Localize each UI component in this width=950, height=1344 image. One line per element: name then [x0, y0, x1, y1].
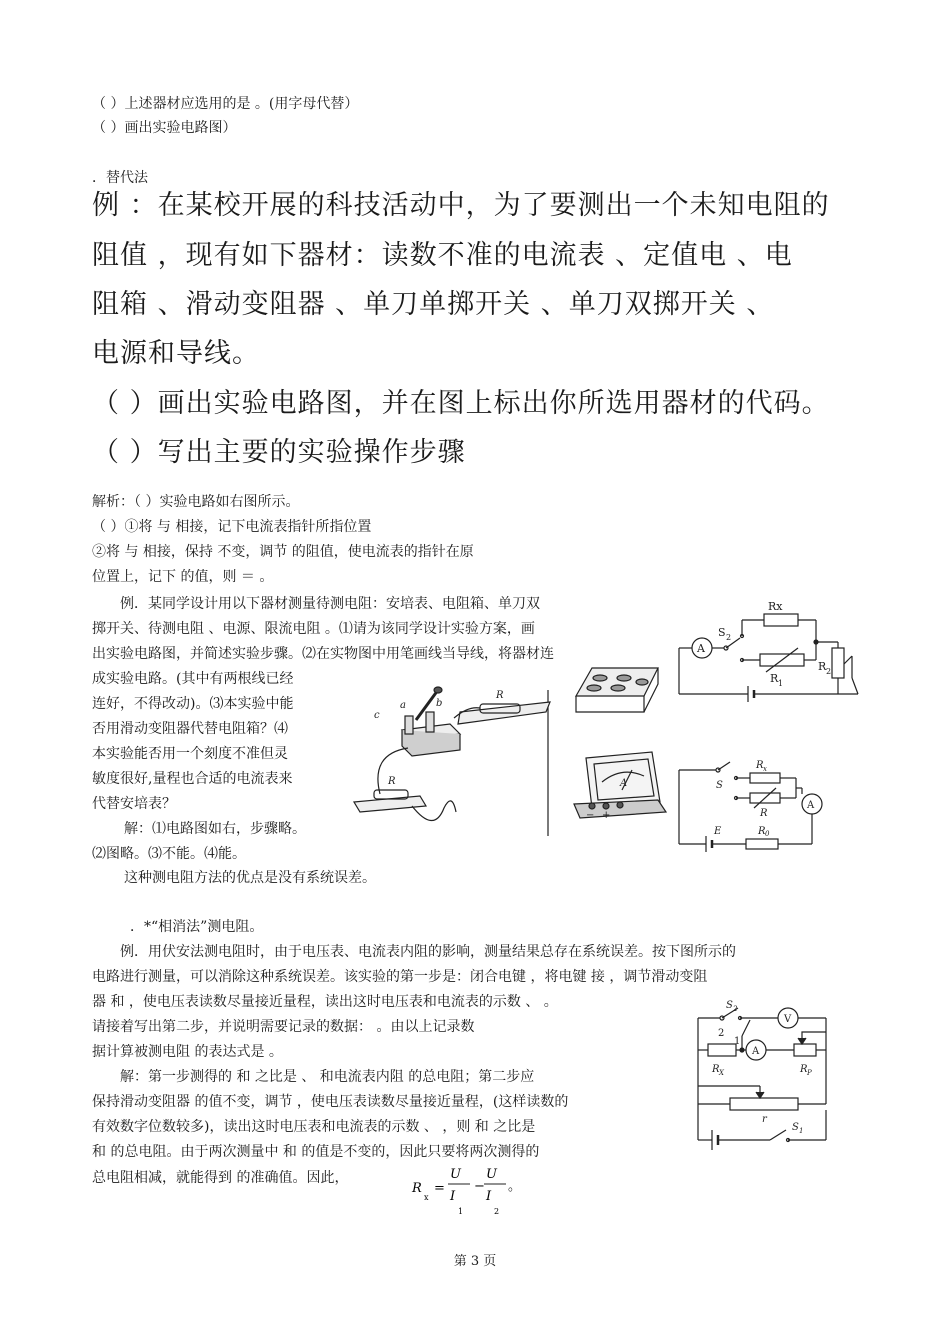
svg-text:R: R [818, 660, 827, 673]
svg-text:1: 1 [778, 679, 784, 688]
formula-rx [410, 1160, 530, 1216]
svg-text:R: R [756, 760, 764, 771]
resistance-box-drawing [572, 656, 662, 728]
example-paragraph-line: 阻箱 、滑动变阻器 、单刀单掷开关 、单刀双掷开关 、 [92, 289, 775, 320]
svg-text:A: A [752, 1046, 760, 1057]
svg-text:V: V [784, 1014, 792, 1025]
svg-text:R: R [770, 672, 779, 685]
example2-line: 出实验电路图，并简述实验步骤。⑵在实物图中用笔画线当导线，将器材连 [92, 646, 554, 662]
svg-text:1: 1 [458, 1207, 464, 1216]
svg-text:a: a [400, 700, 406, 711]
cancel-line: 例．用伏安法测电阻时，由于电压表、电流表内阻的影响，测量结果总存在系统误差。按下图所示的 [120, 944, 736, 960]
svg-text:P: P [807, 1069, 812, 1077]
circuit-diagram-answer [676, 760, 836, 848]
cancel-line: 解：第一步测得的 和 之比是 、 和电流表内阻 的总电阻；第二步应 [120, 1069, 535, 1085]
svg-text:A: A [620, 778, 628, 789]
svg-text:R: R [760, 808, 768, 819]
cancel-line: 请接着写出第二步，并说明需要记录的数据： 。由以上记录数 [92, 1019, 475, 1035]
resistor-rx-icon [708, 1044, 736, 1056]
answer-line: （ ）①将 与 相接，记下电流表指针所指位置 [92, 519, 372, 535]
example2-line: 成实验电路。(其中有两根线已经 [92, 671, 294, 687]
svg-text:S: S [792, 1122, 799, 1133]
svg-text:2: 2 [733, 1005, 738, 1013]
svg-text:S: S [716, 780, 723, 791]
svg-text:2: 2 [826, 667, 832, 676]
svg-text:R: R [496, 690, 504, 701]
example-paragraph-line: 阻值 ，现有如下器材：读数不准的电流表 、定值电 、电 [92, 240, 793, 271]
answer-line: ②将 与 相接，保持 不变，调节 的阻值，使电流表的指针在原 [92, 544, 474, 560]
svg-text:+: + [602, 810, 611, 821]
svg-text:−: − [586, 810, 595, 821]
svg-text:。: 。 [508, 1179, 522, 1194]
svg-text:c: c [374, 710, 380, 721]
example-question-1: （ ）画出实验电路图，并在图上标出你所选用器材的代码。 [92, 388, 830, 419]
rheostat-rp-icon [794, 1044, 816, 1056]
svg-text:Rx: Rx [768, 600, 783, 613]
rheostat-icon [832, 648, 844, 678]
svg-text:=: = [434, 1181, 445, 1196]
svg-text:X: X [719, 1069, 724, 1077]
cancel-line: 据计算被测电阻 的表达式是 。 [92, 1044, 283, 1060]
example2-line: 敏度很好,量程也合适的电流表来 [92, 771, 293, 787]
section-heading-cancel: ．*“相消法”测电阻。 [130, 919, 264, 935]
rheostat-r-icon [730, 1098, 798, 1110]
svg-text:2: 2 [494, 1207, 500, 1216]
svg-text:S: S [718, 626, 726, 639]
section-heading-substitution: ．替代法 [92, 170, 148, 186]
svg-text:x: x [424, 1193, 429, 1202]
cancel-line: 保持滑动变阻器 的值不变，调节 ，使电压表读数尽量接近量程，(这样读数的 [92, 1094, 569, 1110]
svg-text:U: U [486, 1167, 497, 1182]
question-line-1: （ ）上述器材应选用的是 。(用字母代替） [92, 96, 359, 112]
cancel-line: 总电阻相减，就能得到 的准确值。因此， [92, 1170, 349, 1186]
svg-text:A: A [807, 800, 815, 811]
ammeter-drawing [572, 746, 668, 822]
example2-line: 这种测电阻方法的优点是没有系统误差。 [124, 870, 376, 886]
example2-line: 否用滑动变阻器代替电阻箱？⑷ [92, 721, 288, 737]
svg-text:1: 1 [734, 1036, 741, 1047]
svg-text:x: x [763, 765, 767, 773]
cancel-line: 器 和 ，使电压表读数尽量接近量程，读出这时电压表和电流表的示数 、 。 [92, 994, 558, 1010]
example2-line: 例．某同学设计用以下器材测量待测电阻：安培表、电阻箱、单刀双 [120, 596, 540, 612]
cancel-line: 和 的总电阻。由于两次测量中 和 的值是不变的，因此只要将两次测得的 [92, 1144, 540, 1160]
svg-text:R: R [412, 1181, 422, 1196]
example2-line: 解：⑴电路图如右，步骤略。 [124, 821, 306, 837]
svg-text:S: S [726, 1000, 733, 1011]
cancel-line: 电路进行测量，可以消除这种系统误差。该实验的第一步是：闭合电键 ，将电键 接 ，调节滑动变阻 [92, 969, 708, 985]
question-line-2: （ ）画出实验电路图） [92, 120, 237, 136]
resistor-rx-icon [764, 614, 798, 626]
svg-text:0: 0 [765, 830, 770, 838]
page-number: 第 3 页 [453, 1254, 497, 1269]
resistor-r0-icon [746, 839, 778, 849]
svg-text:E: E [714, 826, 722, 837]
example-paragraph-line: 电源和导线。 [92, 338, 260, 369]
svg-text:R: R [712, 1064, 720, 1075]
example2-line: ⑵图略。⑶不能。⑷能。 [92, 846, 246, 862]
example-paragraph-line: 例 ：在某校开展的科技活动中，为了要测出一个未知电阻的 [92, 190, 830, 221]
example2-line: 代替安培表？ [92, 796, 176, 812]
svg-text:A: A [697, 642, 705, 655]
circuit-diagram-substitution [676, 596, 866, 700]
example-question-2: （ ）写出主要的实验操作步骤 [92, 437, 466, 468]
example2-line: 掷开关、待测电阻 、电源、限流电阻 。⑴请为该同学设计实验方案，画 [92, 621, 535, 637]
svg-text:2: 2 [718, 1028, 725, 1039]
circuit-diagram-cancel [690, 996, 838, 1148]
svg-text:R: R [800, 1064, 808, 1075]
svg-text:1: 1 [799, 1127, 804, 1135]
svg-text:−: − [474, 1179, 485, 1194]
svg-text:U: U [450, 1167, 461, 1182]
svg-text:r: r [762, 1114, 767, 1125]
svg-text:I: I [486, 1189, 492, 1204]
svg-text:R: R [388, 776, 396, 787]
svg-text:b: b [436, 698, 443, 709]
answer-line: 位置上，记下 的值，则 ＝ 。 [92, 569, 274, 585]
answer-line: 解析：（ ）实验电路如右图所示。 [92, 494, 300, 510]
svg-text:R: R [758, 826, 766, 837]
resistor-rx-icon [750, 773, 780, 783]
example2-line: 连好，不得改动)。⑶本实验中能 [92, 696, 294, 712]
example2-line: 本实验能否用一个刻度不准但灵 [92, 746, 288, 762]
cancel-line: 有效数字位数较多)，读出这时电压表和电流表的示数 、 ，则 和 之比是 [92, 1119, 536, 1135]
svg-text:2: 2 [726, 633, 732, 642]
svg-text:I: I [450, 1189, 456, 1204]
